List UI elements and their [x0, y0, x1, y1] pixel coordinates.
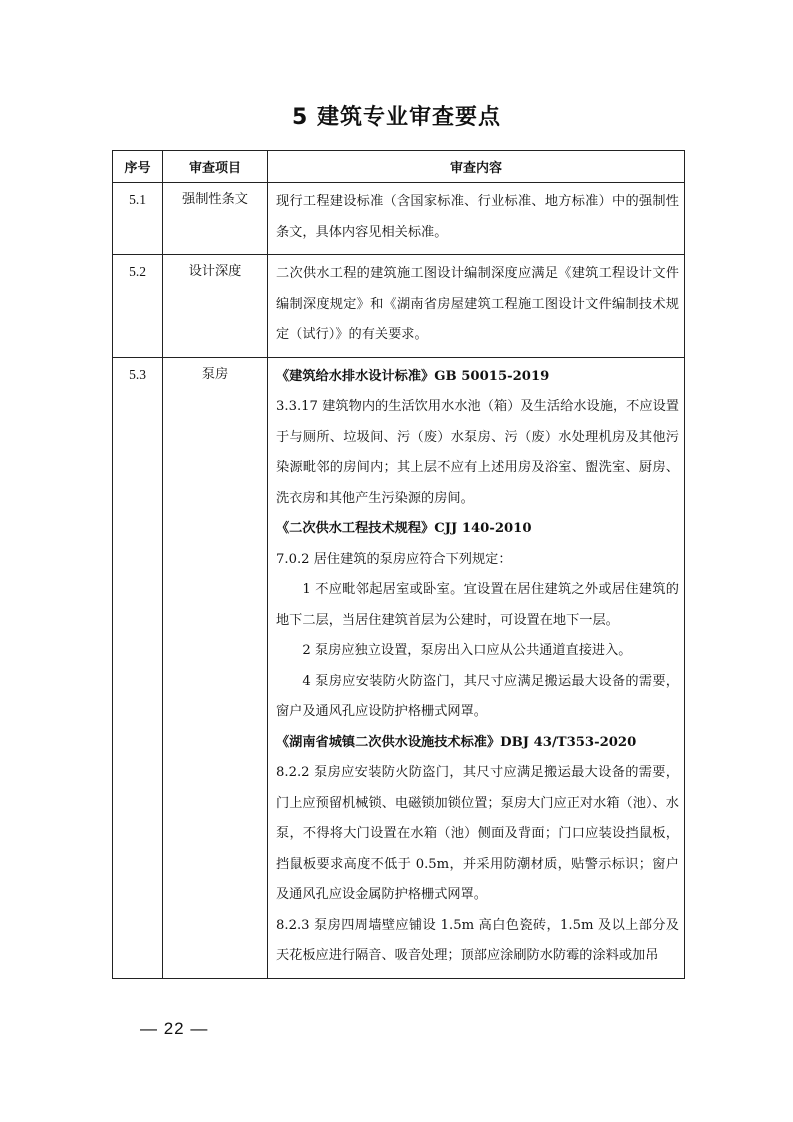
page-number: — 22 —: [140, 1019, 209, 1038]
row-content: [268, 255, 685, 358]
review-table: [112, 150, 685, 979]
content-paragraph: 2 泵房应独立设置，泵房出入口应从公共通道直接进入。: [302, 643, 632, 658]
header-item: 审查项目: [163, 151, 268, 183]
page-title: 5 建筑专业审查要点: [292, 105, 501, 130]
standard-reference: 《湖南省城镇二次供水设施技术标准》DBJ 43/T353-2020: [276, 734, 637, 750]
row-content: [268, 357, 685, 978]
header-content: 审查内容: [268, 151, 685, 183]
row-item: 泵房: [163, 357, 268, 978]
row-number: 5.3: [113, 357, 163, 978]
row-item: 强制性条文: [163, 183, 268, 255]
content-paragraph: 4 泵房应安装防火防盗门，其尺寸应满足搬运最大设备的需要，窗户及通风孔应设防护格栅式网罩。: [276, 673, 679, 719]
content-paragraph: 7.0.2 居住建筑的泵房应符合下列规定：: [276, 551, 512, 567]
table-row: [113, 357, 685, 978]
table-row: [113, 183, 685, 255]
content-paragraph: 3.3.17 建筑物内的生活饮用水水池（箱）及生活给水设施，不应设置于与厕所、垃圾间、污（废）水泵房、污（废）水处理机房及其他污染源毗邻的房间内；其上层不应有上述用房及浴室、盥洗室、厨房、洗衣房和其他产生污染源的房间。: [276, 399, 679, 506]
content-paragraph: 8.2.3 泵房四周墙壁应铺设 1.5m 高白色瓷砖，1.5m 及以上部分及天花板应进行隔音、吸音处理；顶部应涂刷防水防霉的涂料或加吊: [276, 917, 679, 963]
content-paragraph: 现行工程建设标准（含国家标准、行业标准、地方标准）中的强制性条文，具体内容见相关标准。: [276, 194, 679, 240]
header-no: 序号: [113, 151, 163, 183]
row-item: 设计深度: [163, 255, 268, 358]
row-number: 5.1: [113, 183, 163, 255]
content-paragraph: 二次供水工程的建筑施工图设计编制深度应满足《建筑工程设计文件编制深度规定》和《湖南省房屋建筑工程施工图设计文件编制技术规定（试行）》的有关要求。: [276, 266, 679, 342]
content-paragraph: 8.2.2 泵房应安装防火防盗门，其尺寸应满足搬运最大设备的需要，门上应预留机械锁、电磁锁加锁位置；泵房大门应正对水箱（池）、水泵，不得将大门设置在水箱（池）侧面及背面；门口应装设挡鼠板，挡鼠板要求高度不低于 0.5m，并采用防潮材质，贴警示标识；窗户及通风孔应设金属防护格栅式网罩。: [276, 765, 679, 902]
table-row: [113, 255, 685, 358]
standard-reference: 《二次供水工程技术规程》CJJ 140-2010: [276, 521, 532, 536]
table-header-row: [113, 151, 685, 183]
content-paragraph: 1 不应毗邻起居室或卧室。宜设置在居住建筑之外或居住建筑的地下二层，当居住建筑首层为公建时，可设置在地下一层。: [276, 582, 679, 628]
row-content: [268, 183, 685, 255]
standard-reference: 《建筑给水排水设计标准》GB 50015-2019: [276, 368, 550, 384]
row-number: 5.2: [113, 255, 163, 358]
